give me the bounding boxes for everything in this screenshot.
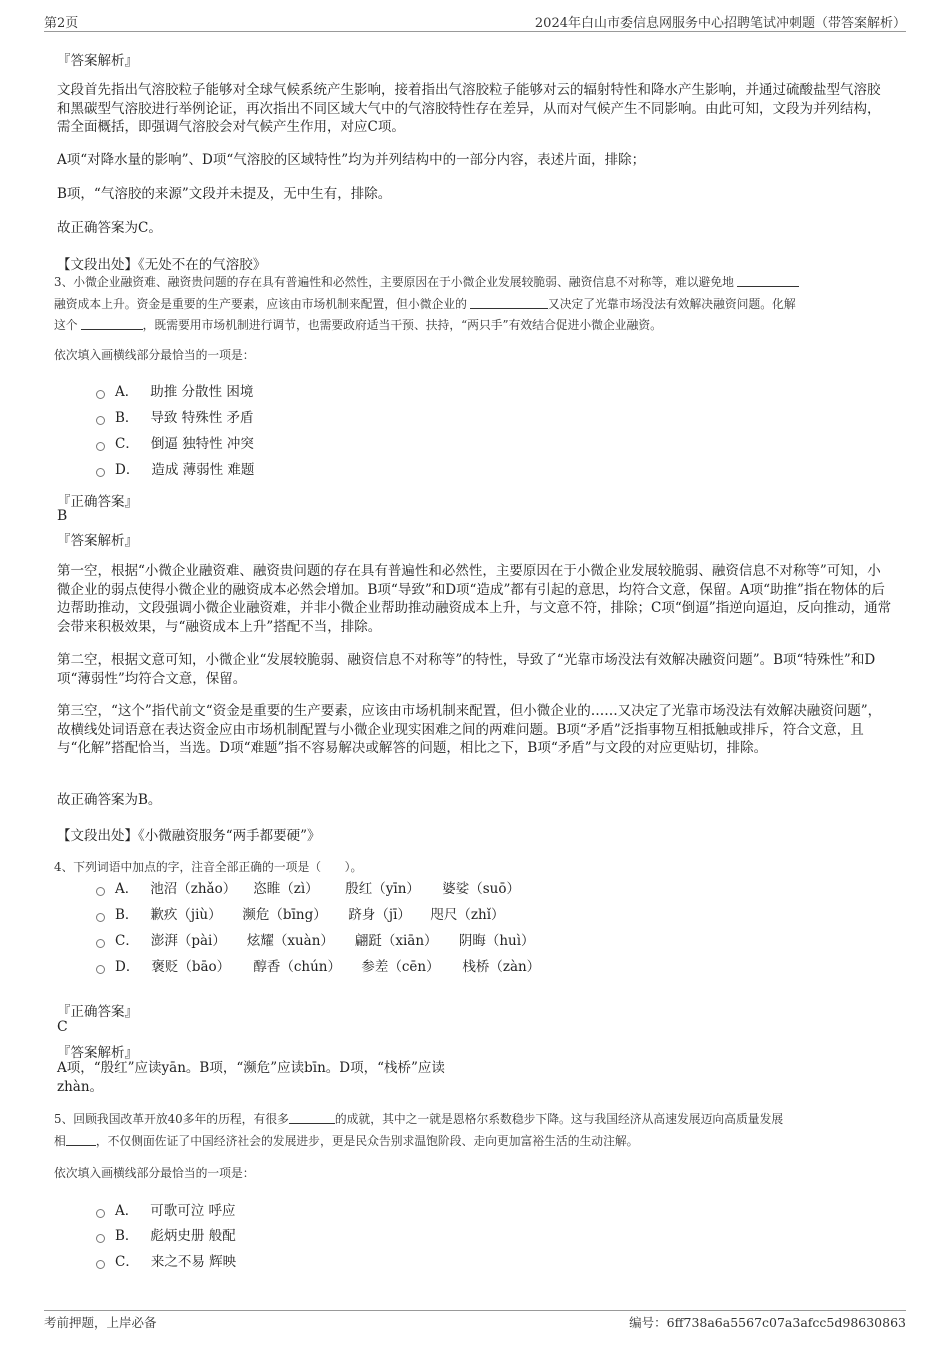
option-a[interactable]: A． 池沼（zhǎo） 恣睢（zì） 殷红（yīn） 婆娑（suō） — [96, 879, 520, 899]
radio-button[interactable] — [96, 965, 105, 974]
header-divider — [44, 31, 906, 32]
radio-button[interactable] — [96, 939, 105, 948]
source-title: 《无处不在的气溶胶》 — [138, 257, 267, 273]
fill-prompt: 依次填入画横线部分最恰当的一项是： — [54, 348, 255, 362]
option-d[interactable]: D． 褒贬（bāo） 醇香（chún） 参差（cēn） 栈桥（zàn） — [96, 957, 540, 977]
fill-blank — [66, 1133, 96, 1146]
source-line — [57, 824, 321, 844]
stem-text: 融资成本上升。资金是重要的生产要素，应该由市场机制来配置，但小微企业的 — [54, 296, 467, 311]
radio-button[interactable] — [96, 1234, 105, 1243]
question-stem: 5、回顾我国改革开放40多年的历程，有很多 的成就，其中之一就是恩格尔系数稳步下降。这与我国经济从高速发展迈向高质量发展 相 ，不仅侧面佐证了中国经济社会的发展进步，更是民众告别求温饱阶段、走向更加富裕生活的生动注解。 — [54, 1112, 784, 1148]
stem-text: 3、小微企业融资难、融资贵问题的存在具有普遍性和必然性，主要原因在于小微企业发展较脆弱、融资信息不对称等，难以避免地 — [54, 275, 734, 289]
radio-button[interactable] — [96, 887, 105, 896]
document-title: 2024年白山市委信息网服务中心招聘笔试冲刺题（带答案解析） — [534, 16, 906, 31]
radio-button[interactable] — [96, 390, 105, 399]
fill-blank — [737, 274, 799, 287]
question-stem — [54, 272, 904, 337]
fill-blank — [289, 1111, 335, 1124]
analysis-paragraph: A项“对降水量的影响”、D项“气溶胶的区域特性”均为并列结构中的一部分内容，表述片面，排除； — [57, 152, 646, 168]
footer-slogan: 考前押题，上岸必备 — [44, 1315, 157, 1330]
correct-answer: C — [57, 1019, 68, 1035]
analysis-paragraph: 第三空，“这个”指代前文“资金是重要的生产要素，应该由市场机制来配置，但小微企业的……又决定了光靠市场没法有效解决融资问题”，故横线处词语意在表达资金应由市场机制配置与小微企业现实困难之间的两难问题。B项“矛盾”泛指事物互相抵触或排斥，符合文意，且与“化解”搭配恰当，当选。D项“难题”指不容易解决或解答的问题，相比之下，B项“矛盾”与文段的对应更贴切，排除。 — [57, 703, 882, 756]
option-c[interactable]: C． 来之不易 辉映 — [96, 1252, 236, 1272]
stem-text: 又决定了光靠市场没法有效解决融资问题。化解 — [547, 296, 796, 311]
radio-button[interactable] — [96, 468, 105, 477]
analysis-paragraph: B项，“气溶胶的来源”文段并未提及，无中生有，排除。 — [57, 186, 392, 202]
analysis-label: 『答案解析』 — [57, 533, 138, 549]
fill-blank — [81, 317, 143, 330]
radio-button[interactable] — [96, 1209, 105, 1218]
correct-answer-label: 『正确答案』 — [57, 494, 138, 510]
conclusion-text: 故正确答案为B。 — [57, 792, 162, 808]
radio-button[interactable] — [96, 442, 105, 451]
stem-text: 这个 — [54, 318, 78, 332]
stem-text: ，既需要用市场机制进行调节，也需要政府适当干预、扶持，“两只手”有效结合促进小微企业融资。 — [142, 318, 662, 332]
analysis-paragraph: A项，“殷红”应读yān。B项，“濒危”应读bīn。D项，“栈桥”应读 zhàn。 — [57, 1060, 445, 1095]
option-a[interactable]: A． 助推 分散性 困境 — [96, 382, 253, 402]
analysis-label: 『答案解析』 — [57, 53, 138, 69]
correct-answer-label: 『正确答案』 — [57, 1004, 138, 1020]
analysis-paragraph: 文段首先指出气溶胶粒子能够对全球气候系统产生影响，接着指出气溶胶粒子能够对云的辐射特性和降水产生影响，并通过硫酸盐型气溶胶和黑碳型气溶胶进行举例论证，再次指出不同区域大气中的气溶胶特性存在差异，从而对气候产生不同影响。由此可知，文段为并列结构，需全面概括，即强调气溶胶会对气候产生作用，对应C项。 — [57, 82, 881, 135]
fill-prompt: 依次填入画横线部分最恰当的一项是： — [54, 1166, 255, 1180]
analysis-label: 『答案解析』 — [57, 1045, 138, 1061]
correct-answer: B — [57, 508, 68, 524]
radio-button[interactable] — [96, 1260, 105, 1269]
option-d[interactable]: D． 造成 薄弱性 难题 — [96, 460, 254, 480]
document-id: 编号：6ff738a6a5567c07a3afcc5d98630863 — [629, 1315, 906, 1330]
source-title: 《小微融资服务“两手都要硬”》 — [138, 828, 321, 844]
option-b[interactable]: B． 彪炳史册 般配 — [96, 1226, 236, 1246]
analysis-paragraph: 第二空，根据文意可知，小微企业“发展较脆弱、融资信息不对称等”的特性，导致了“光靠市场没法有效解决融资问题”。B项“特殊性”和D项“薄弱性”均符合文意，保留。 — [57, 652, 876, 687]
footer-divider — [44, 1310, 906, 1311]
fill-blank — [470, 296, 548, 309]
source-tag: 【文段出处】 — [57, 828, 138, 844]
option-c[interactable]: C． 倒逼 独特性 冲突 — [96, 434, 254, 454]
option-a[interactable]: A． 可歌可泣 呼应 — [96, 1201, 236, 1221]
option-b[interactable]: B． 歉疚（jiù） 濒危（bīng） 跻身（jī） 咫尺（zhǐ） — [96, 905, 505, 925]
analysis-paragraph: 第一空，根据“小微企业融资难、融资贵问题的存在具有普遍性和必然性，主要原因在于小微企业发展较脆弱、融资信息不对称等”可知，小微企业的弱点使得小微企业的融资成本必然会增加。B项“导致”和D项“造成”都有引起的意思，均符合文意，保留。A项“助推”指在物体的后边帮助推动，文段强调小微企业融资难，并非小微企业帮助推动融资成本上升，与文意不符，排除；C项“倒逼”指逆向逼迫，反向推动，通常会带来积极效果，与“融资成本上升”搭配不当，排除。 — [57, 563, 892, 635]
radio-button[interactable] — [96, 416, 105, 425]
option-b[interactable]: B． 导致 特殊性 矛盾 — [96, 408, 254, 428]
source-tag: 【文段出处】 — [57, 257, 138, 273]
source-line — [57, 253, 266, 273]
conclusion-text: 故正确答案为C。 — [57, 220, 162, 236]
page-number: 第2页 — [44, 16, 79, 31]
radio-button[interactable] — [96, 913, 105, 922]
option-c[interactable]: C． 澎湃（pài） 炫耀（xuàn） 翩跹（xiān） 阴晦（huì） — [96, 931, 535, 951]
question-stem: 4、下列词语中加点的字，注音全部正确的一项是（ ）。 — [54, 860, 363, 874]
